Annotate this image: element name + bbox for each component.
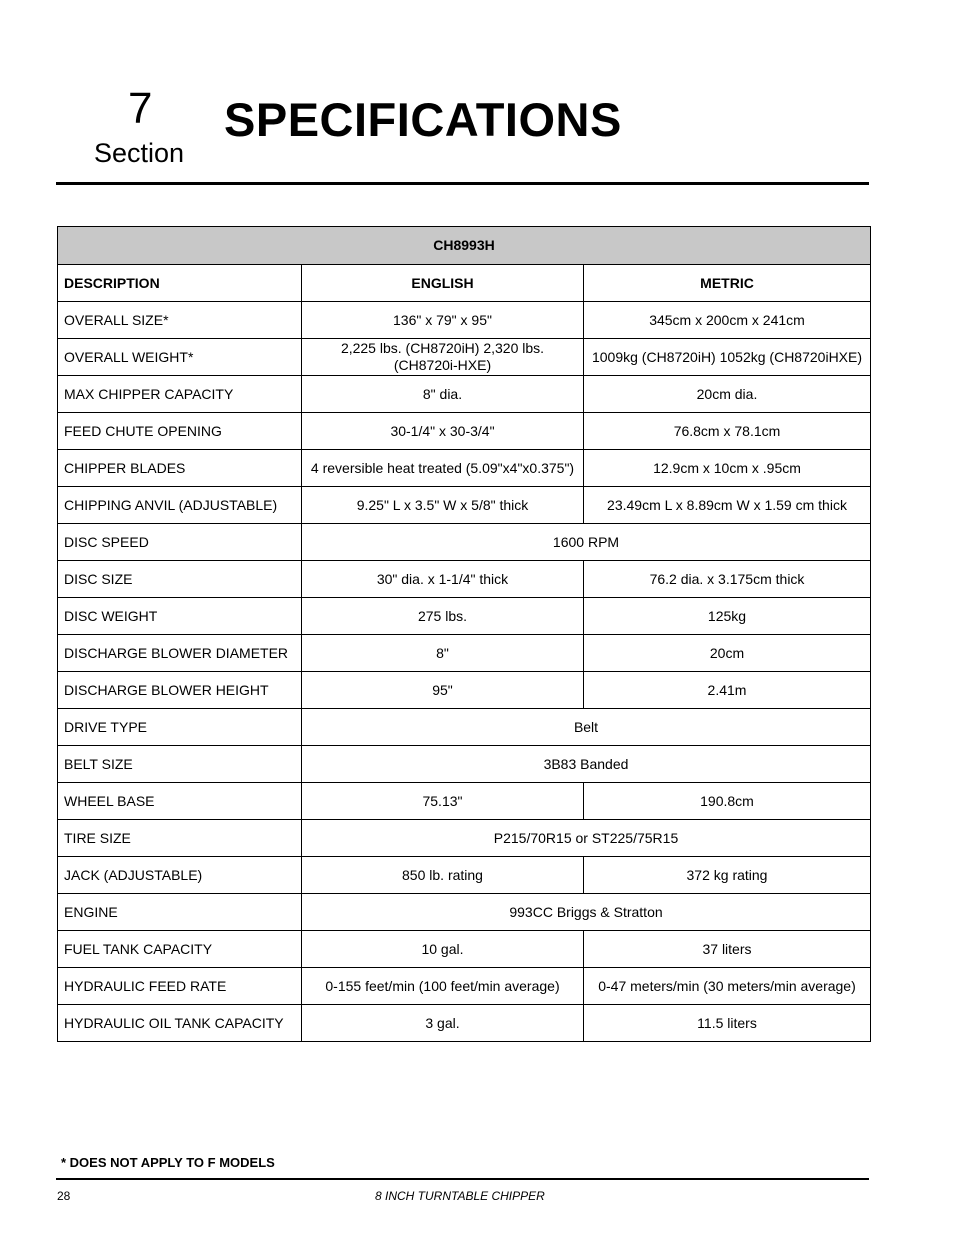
- spec-value-metric: 345cm x 200cm x 241cm: [584, 302, 871, 339]
- spec-description: CHIPPING ANVIL (ADJUSTABLE): [58, 487, 302, 524]
- spec-description: OVERALL WEIGHT*: [58, 339, 302, 376]
- spec-value-english: 275 lbs.: [302, 598, 584, 635]
- spec-value-english: 75.13": [302, 783, 584, 820]
- table-row: [58, 931, 871, 968]
- table-row: [58, 709, 871, 746]
- spec-value-metric: 2.41m: [584, 672, 871, 709]
- title-divider: [56, 182, 869, 185]
- table-row: [58, 968, 871, 1005]
- spec-value-metric: 23.49cm L x 8.89cm W x 1.59 cm thick: [584, 487, 871, 524]
- spec-value-english: 30-1/4" x 30-3/4": [302, 413, 584, 450]
- spec-description: DISC SPEED: [58, 524, 302, 561]
- table-row: [58, 598, 871, 635]
- spec-value-combined: 993CC Briggs & Stratton: [302, 894, 871, 931]
- table-row: [58, 413, 871, 450]
- table-row: [58, 672, 871, 709]
- specifications-body: [58, 302, 871, 1042]
- spec-value-combined: 1600 RPM: [302, 524, 871, 561]
- spec-description: CHIPPER BLADES: [58, 450, 302, 487]
- table-row: [58, 894, 871, 931]
- spec-value-combined: 3B83 Banded: [302, 746, 871, 783]
- specifications-table: [57, 226, 871, 1042]
- footer-divider: [56, 1178, 869, 1180]
- column-header-row: [58, 265, 871, 302]
- spec-value-english: 8" dia.: [302, 376, 584, 413]
- spec-description: DISC WEIGHT: [58, 598, 302, 635]
- spec-value-english: 4 reversible heat treated (5.09"x4"x0.375"): [302, 450, 584, 487]
- table-row: [58, 1005, 871, 1042]
- spec-value-english: 136" x 79" x 95": [302, 302, 584, 339]
- footer-title: 8 INCH TURNTABLE CHIPPER: [375, 1189, 545, 1203]
- table-row: [58, 302, 871, 339]
- spec-value-english: 3 gal.: [302, 1005, 584, 1042]
- spec-value-metric: 20cm dia.: [584, 376, 871, 413]
- spec-description: FUEL TANK CAPACITY: [58, 931, 302, 968]
- spec-description: WHEEL BASE: [58, 783, 302, 820]
- spec-value-metric: 190.8cm: [584, 783, 871, 820]
- spec-value-metric: 20cm: [584, 635, 871, 672]
- table-row: [58, 857, 871, 894]
- spec-value-english: 30" dia. x 1-1/4" thick: [302, 561, 584, 598]
- spec-description: TIRE SIZE: [58, 820, 302, 857]
- spec-description: MAX CHIPPER CAPACITY: [58, 376, 302, 413]
- table-row: [58, 783, 871, 820]
- spec-description: BELT SIZE: [58, 746, 302, 783]
- section-number: 7: [128, 84, 153, 133]
- spec-description: FEED CHUTE OPENING: [58, 413, 302, 450]
- spec-value-metric: 1009kg (CH8720iH) 1052kg (CH8720iHXE): [584, 339, 871, 376]
- spec-value-metric: 125kg: [584, 598, 871, 635]
- spec-value-metric: 0-47 meters/min (30 meters/min average): [584, 968, 871, 1005]
- spec-value-metric: 37 liters: [584, 931, 871, 968]
- spec-description: OVERALL SIZE*: [58, 302, 302, 339]
- table-row: [58, 339, 871, 376]
- spec-value-metric: 11.5 liters: [584, 1005, 871, 1042]
- spec-value-english: 9.25" L x 3.5" W x 5/8" thick: [302, 487, 584, 524]
- model-header-row: [58, 227, 871, 265]
- spec-value-metric: 76.2 dia. x 3.175cm thick: [584, 561, 871, 598]
- footnote: * DOES NOT APPLY TO F MODELS: [61, 1155, 275, 1170]
- spec-value-english: 95": [302, 672, 584, 709]
- model-header: CH8993H: [58, 227, 871, 265]
- spec-description: DISCHARGE BLOWER HEIGHT: [58, 672, 302, 709]
- page-number: 28: [57, 1189, 71, 1203]
- table-row: [58, 524, 871, 561]
- spec-value-metric: 12.9cm x 10cm x .95cm: [584, 450, 871, 487]
- table-row: [58, 635, 871, 672]
- spec-description: JACK (ADJUSTABLE): [58, 857, 302, 894]
- spec-value-english: 10 gal.: [302, 931, 584, 968]
- spec-value-english: 8": [302, 635, 584, 672]
- spec-value-combined: P215/70R15 or ST225/75R15: [302, 820, 871, 857]
- column-header-description: DESCRIPTION: [58, 265, 302, 302]
- spec-value-english: 850 lb. rating: [302, 857, 584, 894]
- spec-value-combined: Belt: [302, 709, 871, 746]
- column-header-english: ENGLISH: [302, 265, 584, 302]
- spec-value-metric: 372 kg rating: [584, 857, 871, 894]
- spec-description: DISCHARGE BLOWER DIAMETER: [58, 635, 302, 672]
- spec-description: DRIVE TYPE: [58, 709, 302, 746]
- table-row: [58, 376, 871, 413]
- spec-value-english: 0-155 feet/min (100 feet/min average): [302, 968, 584, 1005]
- table-row: [58, 561, 871, 598]
- table-row: [58, 746, 871, 783]
- spec-value-metric: 76.8cm x 78.1cm: [584, 413, 871, 450]
- spec-description: ENGINE: [58, 894, 302, 931]
- spec-value-english: 2,225 lbs. (CH8720iH) 2,320 lbs. (CH8720i-HXE): [302, 339, 584, 376]
- spec-description: DISC SIZE: [58, 561, 302, 598]
- spec-description: HYDRAULIC OIL TANK CAPACITY: [58, 1005, 302, 1042]
- table-row: [58, 820, 871, 857]
- table-row: [58, 450, 871, 487]
- spec-description: HYDRAULIC FEED RATE: [58, 968, 302, 1005]
- page-title: SPECIFICATIONS: [224, 93, 622, 146]
- section-label: Section: [94, 138, 185, 168]
- column-header-metric: METRIC: [584, 265, 871, 302]
- table-row: [58, 487, 871, 524]
